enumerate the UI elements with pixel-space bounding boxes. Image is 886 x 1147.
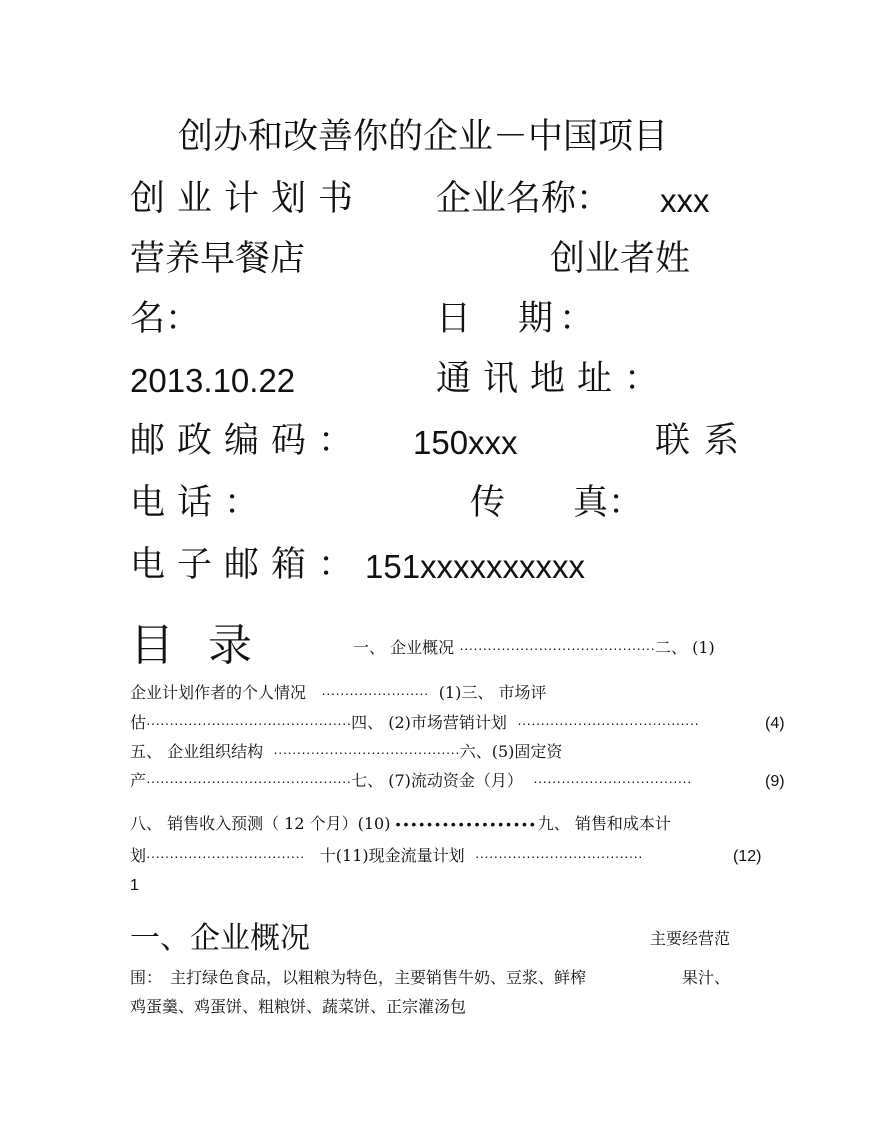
- fax-label: 传: [470, 483, 506, 523]
- leader-dots: ··········································: [459, 640, 655, 656]
- toc-page-4: (4): [765, 715, 785, 732]
- postcode-value: 150xxx: [413, 424, 518, 461]
- fax-label-cont: 真：: [573, 483, 644, 523]
- scope-text-line1: 围： 主打绿色食品，以粗粮为特色，主要销售牛奶、豆浆、鲜榨: [130, 968, 587, 987]
- toc-entry-4[interactable]: 五、 企业组织结构 ········································六、(5)固定资: [130, 742, 563, 761]
- email-label: 电子邮箱：: [130, 545, 366, 585]
- scope-text-line2: 鸡蛋羹、鸡蛋饼、粗粮饼、蔬菜饼、正宗灌汤包: [130, 997, 467, 1016]
- company-name-continued: 营养早餐店: [130, 239, 306, 279]
- toc-page-12: (12): [733, 848, 762, 865]
- leader-dots: ••••••••••••••••••: [395, 816, 538, 832]
- toc-page-9: (9): [765, 773, 785, 790]
- leader-dots: ········································: [273, 744, 460, 760]
- toc-entry-2[interactable]: 企业计划作者的个人情况 ······················· (1)三、 市场评: [130, 683, 547, 702]
- document-title: 创办和改善你的企业－中国项目: [178, 117, 669, 157]
- leader-dots: ·······································: [517, 715, 699, 731]
- scope-label: 主要经营范: [650, 929, 731, 948]
- company-name-value: xxx: [660, 182, 710, 219]
- toc-entry-5[interactable]: 产············································七、 (7)流动资金（月） ··································: [130, 771, 692, 790]
- founder-label-cont: 名：: [130, 299, 201, 339]
- phone-label-cont: 电话：: [130, 483, 272, 523]
- date-label: 日 期：: [436, 299, 601, 339]
- phone-label: 联系: [655, 421, 754, 461]
- company-name-label: 企业名称：: [436, 179, 612, 219]
- leader-dots: ·······················: [321, 685, 429, 701]
- email-value: 151xxxxxxxxxx: [365, 548, 586, 585]
- toc-entry-3[interactable]: 估············································四、 (2)市场营销计划 ·······································: [130, 713, 699, 732]
- leader-dots: ··································: [146, 848, 305, 864]
- founder-label: 创业者姓: [550, 239, 691, 279]
- leader-dots: ············································: [146, 715, 352, 731]
- plan-label: 创业计划书: [130, 179, 366, 219]
- section-heading: 一、企业概况: [130, 921, 310, 956]
- toc-entry-1[interactable]: 一、 企业概况 ··········································二、 (1): [353, 638, 715, 657]
- page-number: 1: [130, 877, 139, 894]
- toc-entry-7[interactable]: 划·································· 十(11)现金流量计划 ····································: [130, 846, 643, 865]
- leader-dots: ····································: [474, 848, 643, 864]
- toc-heading: 目录: [130, 620, 286, 671]
- toc-entry-6[interactable]: 八、 销售收入预测（ 12 个月）(10) ••••••••••••••••••九、 销售和成本计: [130, 814, 671, 833]
- address-label: 通讯地址：: [436, 359, 672, 399]
- date-value: 2013.10.22: [130, 362, 296, 399]
- postcode-label: 邮政编码：: [130, 421, 366, 461]
- leader-dots: ············································: [146, 773, 352, 789]
- leader-dots: ··································: [533, 773, 692, 789]
- scope-text-line1-tail: 果汁、: [682, 968, 731, 987]
